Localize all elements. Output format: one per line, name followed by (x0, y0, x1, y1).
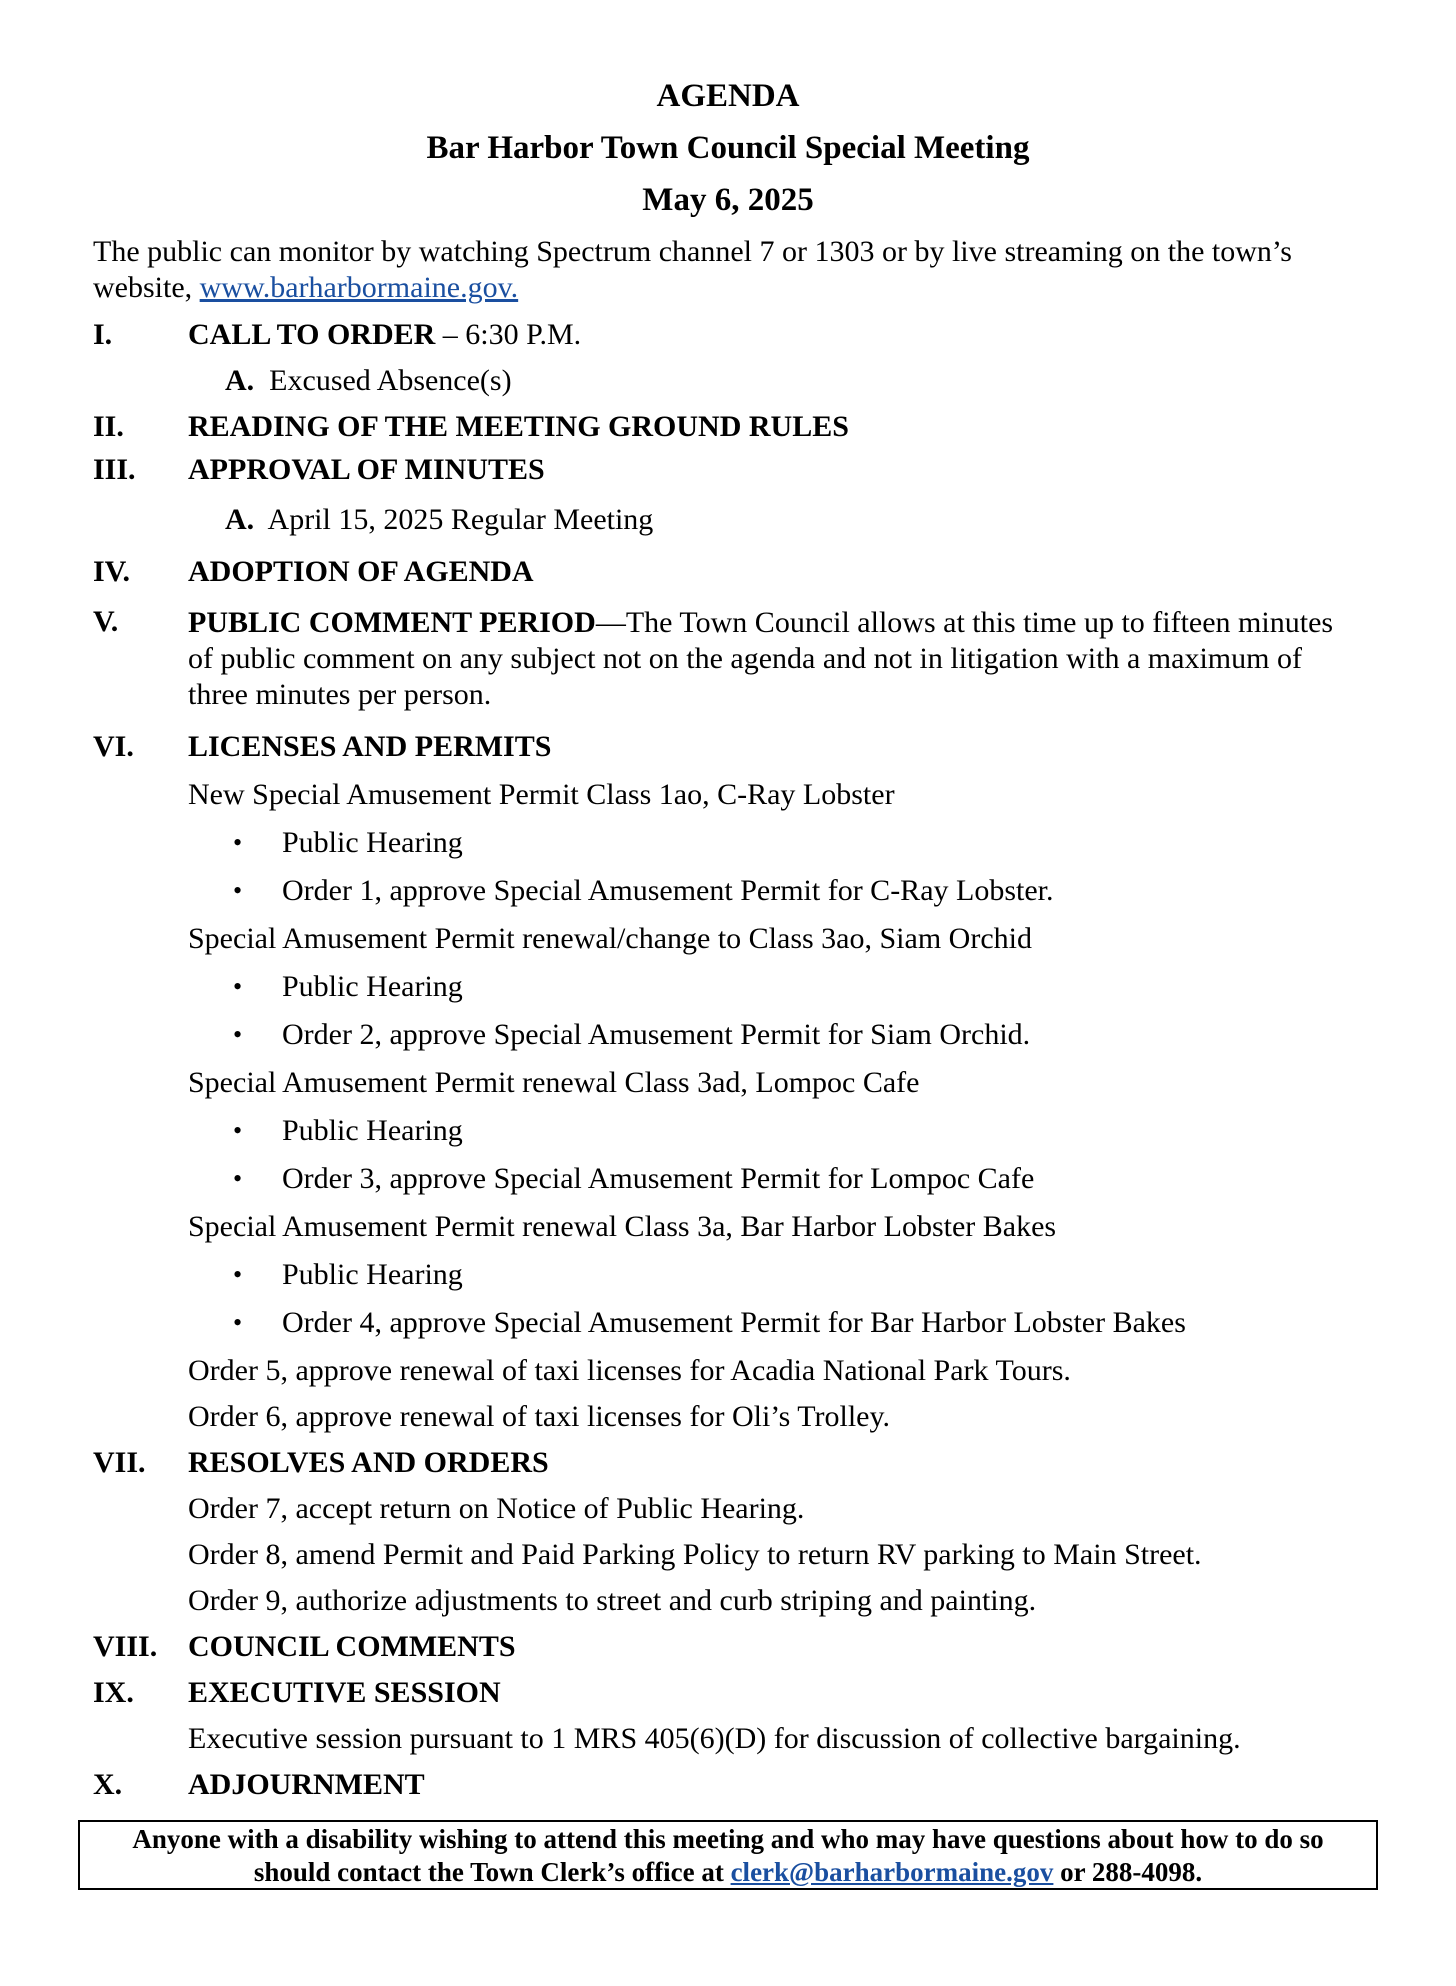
meeting-name: Bar Harbor Town Council Special Meeting (426, 130, 1030, 166)
section-adjournment: ADJOURNMENT (188, 1768, 425, 1801)
meeting-date: May 6, 2025 (642, 182, 814, 218)
intro-text: The public can monitor by watching Spectrum channel 7 or 1303 or by live streaming on the town’s website, (93, 235, 1292, 304)
sub-item-letter (225, 503, 653, 537)
bullet-icon: • (233, 972, 243, 1001)
section-resolves-orders: RESOLVES AND ORDERS (188, 1446, 549, 1479)
section-public-comment (188, 605, 1348, 713)
section-approval-minutes: APPROVAL OF MINUTES (188, 453, 545, 486)
permit-item: Special Amusement Permit renewal Class 3a, Bar Harbor Lobster Bakes (188, 1210, 1057, 1243)
section-number-9: IX. (93, 1676, 134, 1709)
bullet-item: Order 2, approve Special Amusement Permit for Siam Orchid. (282, 1018, 1031, 1051)
order-item: Order 6, approve renewal of taxi licenses for Oli’s Trolley. (188, 1400, 891, 1433)
bullet-item: Public Hearing (282, 970, 463, 1003)
intro-paragraph (93, 234, 1373, 306)
sub-text: Excused Absence(s) (269, 364, 512, 397)
agenda-title: AGENDA (656, 78, 800, 114)
sub-item-letter (225, 364, 512, 398)
order-item: Order 7, accept return on Notice of Public Hearing. (188, 1492, 805, 1525)
notice-line-2 (80, 1856, 1376, 1889)
section-executive-session: EXECUTIVE SESSION (188, 1676, 501, 1709)
bullet-icon: • (233, 828, 243, 857)
permit-item: Special Amusement Permit renewal/change to Class 3ao, Siam Orchid (188, 922, 1032, 955)
section-number-4: IV. (93, 555, 130, 588)
section-number-1: I. (93, 318, 113, 351)
section-adoption-agenda: ADOPTION OF AGENDA (188, 555, 534, 588)
executive-session-text: Executive session pursuant to 1 MRS 405(6)(D) for discussion of collective bargaining. (188, 1722, 1241, 1755)
section-description: —The Town Council allows at this time up to fifteen minutes of public comment on any subject not on the agenda and not in litigation with a maximum of three minutes per person. (188, 606, 1334, 711)
order-item: Order 5, approve renewal of taxi licenses for Acadia National Park Tours. (188, 1354, 1071, 1387)
section-number-10: X. (93, 1768, 123, 1801)
section-time: – 6:30 P.M. (435, 318, 582, 351)
section-ground-rules: READING OF THE MEETING GROUND RULES (188, 410, 849, 443)
section-number-5: V. (93, 605, 119, 638)
website-link[interactable]: www.barharbormaine.gov. (199, 271, 519, 304)
section-call-to-order (188, 318, 581, 352)
order-item: Order 9, authorize adjustments to street and curb striping and painting. (188, 1584, 1037, 1617)
bullet-item: Public Hearing (282, 1114, 463, 1147)
bullet-item: Public Hearing (282, 826, 463, 859)
section-number-8: VIII. (93, 1630, 158, 1663)
sub-letter: A. (225, 503, 255, 536)
clerk-email-link[interactable]: clerk@barharbormaine.gov (730, 1857, 1054, 1887)
section-title: CALL TO ORDER (188, 318, 436, 351)
bullet-icon: • (233, 1164, 243, 1193)
notice-line-1: Anyone with a disability wishing to attend this meeting and who may have questions about how to do so (132, 1824, 1324, 1854)
notice-text: should contact the Town Clerk’s office at (253, 1857, 731, 1887)
order-item: Order 8, amend Permit and Paid Parking Policy to return RV parking to Main Street. (188, 1538, 1202, 1571)
bullet-item: Public Hearing (282, 1258, 463, 1291)
bullet-item: Order 3, approve Special Amusement Permit for Lompoc Cafe (282, 1162, 1035, 1195)
permit-item: New Special Amusement Permit Class 1ao, C-Ray Lobster (188, 778, 895, 811)
permit-item: Special Amusement Permit renewal Class 3ad, Lompoc Cafe (188, 1066, 920, 1099)
section-number-3: III. (93, 453, 136, 486)
section-number-7: VII. (93, 1446, 146, 1479)
accessibility-notice (78, 1820, 1378, 1890)
section-licenses-permits: LICENSES AND PERMITS (188, 730, 552, 763)
bullet-icon: • (233, 1116, 243, 1145)
sub-text: April 15, 2025 Regular Meeting (267, 503, 654, 536)
bullet-icon: • (233, 876, 243, 905)
section-title: PUBLIC COMMENT PERIOD (188, 606, 596, 639)
notice-phone: or 288-4098. (1053, 1857, 1203, 1887)
section-number-6: VI. (93, 730, 134, 763)
section-number-2: II. (93, 410, 124, 443)
bullet-icon: • (233, 1308, 243, 1337)
bullet-item: Order 1, approve Special Amusement Permit for C-Ray Lobster. (282, 874, 1054, 907)
section-council-comments: COUNCIL COMMENTS (188, 1630, 516, 1663)
sub-letter: A. (225, 364, 255, 397)
bullet-icon: • (233, 1260, 243, 1289)
bullet-item: Order 4, approve Special Amusement Permit for Bar Harbor Lobster Bakes (282, 1306, 1186, 1339)
bullet-icon: • (233, 1020, 243, 1049)
